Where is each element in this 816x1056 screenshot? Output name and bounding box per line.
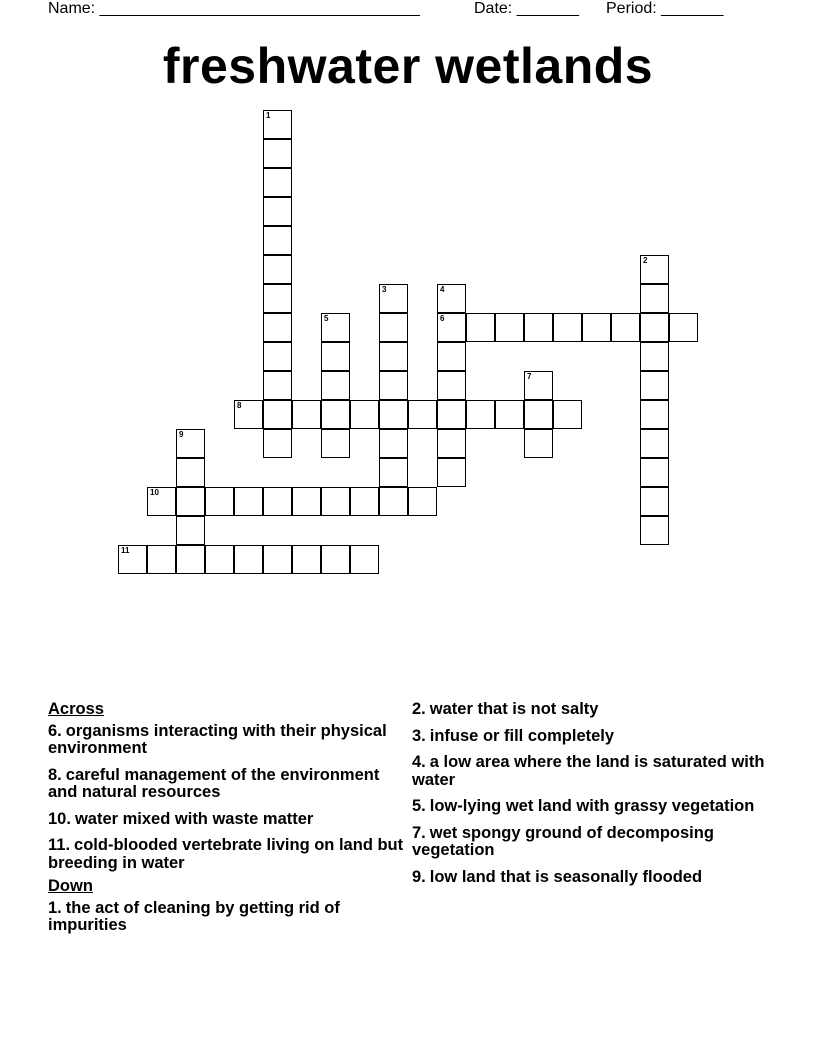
- clue-number-label: 6: [440, 314, 445, 323]
- page-title: freshwater wetlands: [162, 38, 654, 94]
- crossword-cell[interactable]: [640, 371, 669, 400]
- crossword-cell[interactable]: [176, 487, 205, 516]
- clue-text: the act of cleaning by getting rid of impurities: [48, 898, 340, 934]
- crossword-cell[interactable]: [263, 400, 292, 429]
- clue-text: low-lying wet land with grassy vegetation: [429, 797, 755, 815]
- crossword-cell[interactable]: [234, 487, 263, 516]
- crossword-cell[interactable]: [118, 545, 147, 574]
- crossword-cell[interactable]: [495, 400, 524, 429]
- crossword-cell[interactable]: [408, 487, 437, 516]
- clue-number-label: 9: [179, 430, 184, 439]
- crossword-cell[interactable]: [524, 400, 553, 429]
- clue-number-label: 3: [382, 285, 387, 294]
- crossword-cell[interactable]: [379, 458, 408, 487]
- name-field-label: Name: ____________________________________: [48, 0, 420, 17]
- crossword-cell[interactable]: [321, 545, 350, 574]
- crossword-cell[interactable]: [205, 487, 234, 516]
- crossword-cell[interactable]: [640, 342, 669, 371]
- crossword-cell[interactable]: [263, 226, 292, 255]
- crossword-cell[interactable]: [263, 342, 292, 371]
- crossword-cell[interactable]: [350, 487, 379, 516]
- clue-item: [412, 869, 772, 887]
- crossword-cell[interactable]: [524, 429, 553, 458]
- clue-item: [48, 900, 408, 935]
- crossword-cell[interactable]: [176, 458, 205, 487]
- clue-number: 1.: [48, 898, 62, 917]
- clue-text: organisms interacting with their physical environment: [48, 721, 387, 757]
- date-field-label: Date: _______: [474, 0, 579, 17]
- crossword-cell[interactable]: [640, 429, 669, 458]
- clue-number: 7.: [412, 823, 426, 842]
- crossword-cell[interactable]: [321, 371, 350, 400]
- clue-item: [412, 825, 772, 860]
- crossword-cell[interactable]: [292, 545, 321, 574]
- crossword-cell[interactable]: [263, 545, 292, 574]
- crossword-cell[interactable]: [379, 487, 408, 516]
- clue-item: [48, 723, 408, 758]
- crossword-cell[interactable]: [408, 400, 437, 429]
- crossword-cell[interactable]: [379, 429, 408, 458]
- crossword-cell[interactable]: [321, 429, 350, 458]
- crossword-cell[interactable]: [437, 429, 466, 458]
- clue-item: [412, 728, 772, 746]
- crossword-cell[interactable]: [263, 197, 292, 226]
- crossword-cell[interactable]: [321, 342, 350, 371]
- clue-number-label: 8: [237, 401, 242, 410]
- crossword-cell[interactable]: [147, 487, 176, 516]
- clue-number-label: 5: [324, 314, 329, 323]
- clue-number: 6.: [48, 721, 62, 740]
- crossword-cell[interactable]: [350, 400, 379, 429]
- crossword-cell[interactable]: [582, 313, 611, 342]
- crossword-cell[interactable]: [176, 516, 205, 545]
- clue-text: water that is not salty: [429, 700, 599, 718]
- clue-item: [48, 811, 408, 829]
- crossword-cell[interactable]: [263, 139, 292, 168]
- crossword-cell[interactable]: [321, 487, 350, 516]
- crossword-cell[interactable]: [524, 371, 553, 400]
- clue-number: 4.: [412, 753, 426, 771]
- crossword-cell[interactable]: [350, 545, 379, 574]
- clue-number: 9.: [412, 867, 426, 886]
- clue-number: 3.: [412, 726, 426, 745]
- crossword-cell[interactable]: [466, 400, 495, 429]
- crossword-cell[interactable]: [379, 313, 408, 342]
- clue-item: [412, 754, 772, 789]
- down-clue-list-right: [412, 701, 772, 886]
- crossword-cell[interactable]: [263, 255, 292, 284]
- clue-item: [48, 767, 408, 802]
- crossword-cell[interactable]: [640, 255, 669, 284]
- crossword-cell[interactable]: [234, 545, 263, 574]
- clue-text: water mixed with waste matter: [74, 809, 314, 828]
- crossword-cell[interactable]: [640, 516, 669, 545]
- crossword-cell[interactable]: [640, 458, 669, 487]
- clue-text: wet spongy ground of decomposing vegetation: [412, 823, 714, 859]
- crossword-cell[interactable]: [640, 400, 669, 429]
- crossword-cell[interactable]: [437, 313, 466, 342]
- down-heading: Down: [48, 877, 93, 895]
- crossword-cell[interactable]: [379, 400, 408, 429]
- crossword-cell[interactable]: [263, 429, 292, 458]
- clue-number-label: 2: [643, 256, 648, 265]
- clues-right-column: [412, 701, 772, 895]
- crossword-cell[interactable]: [147, 545, 176, 574]
- clue-number-label: 4: [440, 285, 445, 294]
- crossword-cell[interactable]: [263, 168, 292, 197]
- clue-text: infuse or fill completely: [429, 726, 615, 745]
- crossword-cell[interactable]: [640, 313, 669, 342]
- crossword-cell[interactable]: [640, 487, 669, 516]
- crossword-cell[interactable]: [234, 400, 263, 429]
- crossword-cell[interactable]: [524, 313, 553, 342]
- crossword-cell[interactable]: [495, 313, 524, 342]
- crossword-cell[interactable]: [553, 400, 582, 429]
- crossword-cell[interactable]: [292, 400, 321, 429]
- crossword-cell[interactable]: [466, 313, 495, 342]
- crossword-cell[interactable]: [437, 342, 466, 371]
- clue-text: low land that is seasonally flooded: [429, 867, 703, 886]
- crossword-cell[interactable]: [176, 429, 205, 458]
- across-clue-list: [48, 723, 408, 873]
- clues-left-column: [48, 701, 408, 944]
- clue-number: 5.: [412, 797, 426, 815]
- crossword-cell[interactable]: [263, 110, 292, 139]
- clue-item: [412, 701, 772, 719]
- clue-item: [48, 837, 408, 872]
- clue-text: careful management of the environment and natural resources: [48, 765, 380, 801]
- clue-number: 10.: [48, 809, 71, 828]
- clue-text: cold-blooded vertebrate living on land but breeding in water: [48, 836, 404, 872]
- crossword-cell[interactable]: [263, 313, 292, 342]
- crossword-cell[interactable]: [437, 458, 466, 487]
- crossword-cell[interactable]: [321, 400, 350, 429]
- crossword-cell[interactable]: [292, 487, 321, 516]
- clue-number-label: 10: [150, 488, 159, 497]
- clue-item: [412, 798, 772, 816]
- crossword-cell[interactable]: [205, 545, 234, 574]
- crossword-cell[interactable]: [669, 313, 698, 342]
- crossword-cell[interactable]: [553, 313, 582, 342]
- clue-text: a low area where the land is saturated with water: [412, 753, 765, 789]
- crossword-cell[interactable]: [437, 400, 466, 429]
- clue-number: 2.: [412, 700, 426, 718]
- clue-number-label: 11: [121, 546, 130, 555]
- clue-number: 11.: [48, 836, 71, 854]
- crossword-cell[interactable]: [263, 284, 292, 313]
- clue-number-label: 7: [527, 372, 532, 381]
- crossword-cell[interactable]: [176, 545, 205, 574]
- crossword-cell[interactable]: [640, 284, 669, 313]
- crossword-cell[interactable]: [379, 371, 408, 400]
- clue-number: 8.: [48, 765, 62, 784]
- across-heading: Across: [48, 700, 104, 718]
- crossword-cell[interactable]: [611, 313, 640, 342]
- crossword-cell[interactable]: [437, 284, 466, 313]
- crossword-cell[interactable]: [379, 284, 408, 313]
- crossword-cell[interactable]: [263, 487, 292, 516]
- clue-number-label: 1: [266, 111, 271, 120]
- crossword-cell[interactable]: [263, 371, 292, 400]
- down-clue-list-left: [48, 900, 408, 935]
- crossword-cell[interactable]: [437, 371, 466, 400]
- crossword-cell[interactable]: [379, 342, 408, 371]
- period-field-label: Period: _______: [606, 0, 724, 17]
- crossword-cell[interactable]: [321, 313, 350, 342]
